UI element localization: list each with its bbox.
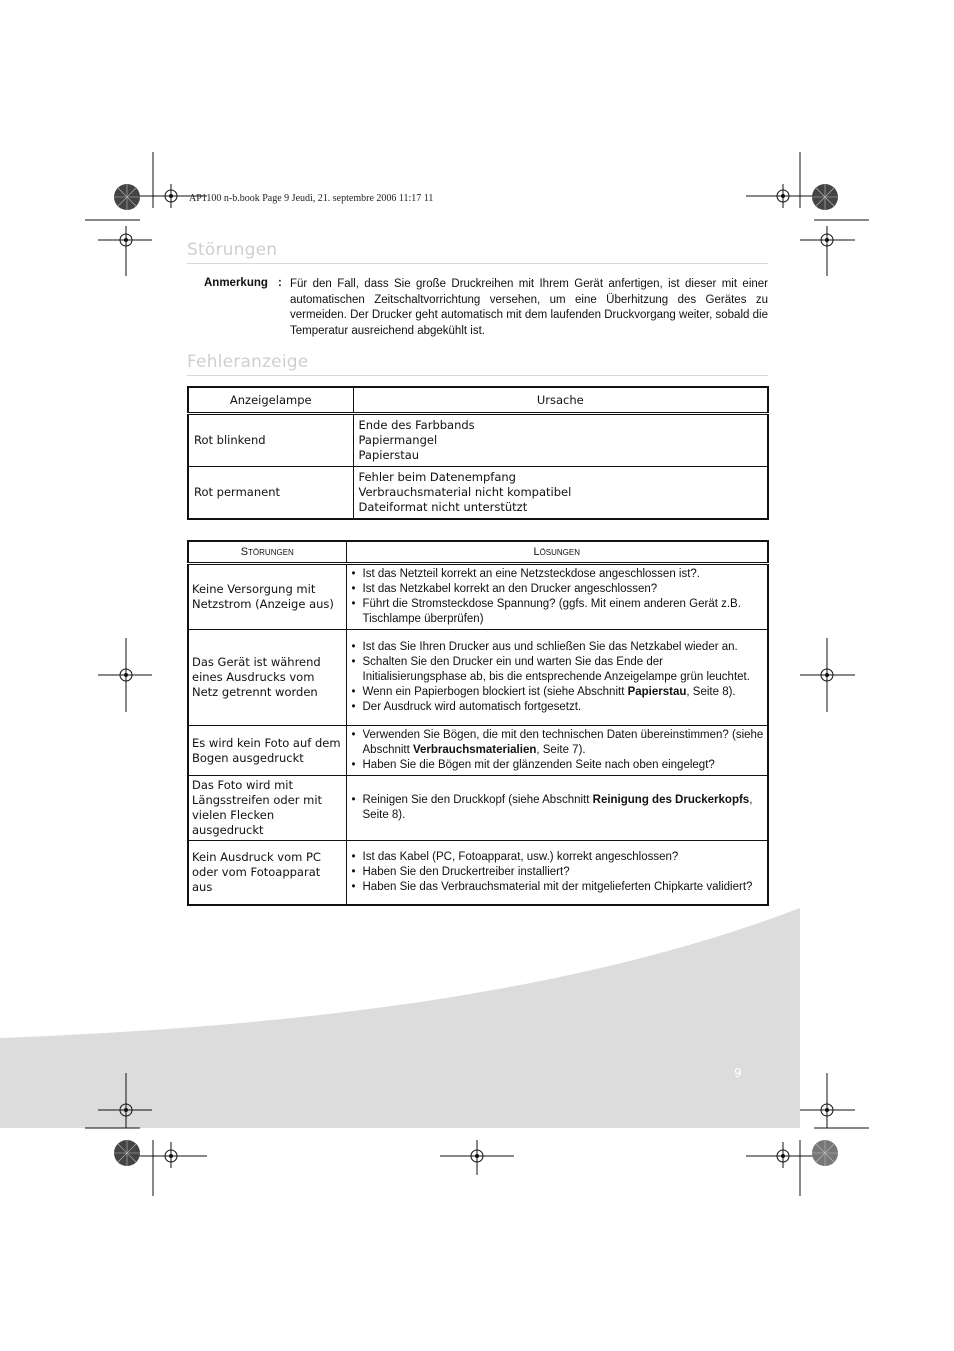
cause-item: Dateiformat nicht unterstützt <box>358 500 528 514</box>
solution-cell <box>346 564 768 630</box>
solution-item: • Schalten Sie den Drucker ein und warten Sie das Ende der Initialisierungsphase ab, bis die entsprechende Anzeigelampe grün leuchtet. <box>350 655 765 685</box>
solution-item: • Ist das Netzteil korrekt an eine Netzsteckdose angeschlossen ist?. <box>350 567 765 582</box>
cause-list <box>353 414 768 467</box>
solution-text: Wenn ein Papierbogen blockiert ist (siehe Abschnitt <box>362 686 628 698</box>
table-row <box>188 841 768 905</box>
solution-text: Verwenden Sie Bögen, die mit den technischen Daten übereinstimmen? (siehe Abschnitt <box>362 729 764 756</box>
solution-item: • Ist das Kabel (PC, Fotoapparat, usw.) korrekt angeschlossen? <box>350 850 765 865</box>
solution-item <box>350 793 765 823</box>
header-loesungen: Lösungen <box>346 541 768 564</box>
note-label: Anmerkung <box>204 277 268 289</box>
solution-cell <box>346 776 768 841</box>
header-stoerungen: Störungen <box>188 541 346 564</box>
table-row <box>188 467 768 520</box>
section-title-stoerungen: Störungen <box>187 240 278 260</box>
header-ursache: Ursache <box>353 387 768 414</box>
table-row <box>188 776 768 841</box>
solution-item: • Ist das Sie Ihren Drucker aus und schließen Sie das Netzkabel wieder an. <box>350 640 765 655</box>
table-row <box>188 414 768 467</box>
solution-item: • Ist das Netzkabel korrekt an den Drucker angeschlossen? <box>350 582 765 597</box>
solution-item: • Haben Sie das Verbrauchsmaterial mit der mitgelieferten Chipkarte validiert? <box>350 880 765 895</box>
cause-list <box>353 467 768 520</box>
book-header-line: AP1100 n-b.book Page 9 Jeudi, 21. septembre 2006 11:17 11 <box>189 193 434 204</box>
section-reference: Verbrauchsmaterialien <box>413 744 537 756</box>
solution-item: • Führt die Stromsteckdose Spannung? (ggfs. Mit einem anderen Gerät z.B. Tischlampe überprüfen) <box>350 597 765 627</box>
cause-item: Papiermangel <box>358 433 438 447</box>
lamp-state: Rot permanent <box>188 467 353 520</box>
section-reference: Reinigung des Druckerkopfs <box>592 794 750 806</box>
problem-cell: Es wird kein Foto auf dem Bogen ausgedruckt <box>188 726 346 776</box>
table-row <box>188 630 768 726</box>
cause-item: Ende des Farbbands <box>358 418 475 432</box>
solution-item: • Haben Sie den Druckertreiber installiert? <box>350 865 765 880</box>
section-title-fehleranzeige: Fehleranzeige <box>187 352 309 372</box>
table-row <box>188 564 768 630</box>
section-reference: Papierstau <box>627 686 687 698</box>
section-rule <box>187 263 768 264</box>
solution-item <box>350 728 765 758</box>
page-number: 9 <box>734 1066 742 1080</box>
cause-item: Papierstau <box>358 448 420 462</box>
section-rule <box>187 375 768 376</box>
problem-cell: Kein Ausdruck vom PC oder vom Fotoapparat aus <box>188 841 346 905</box>
problem-cell: Keine Versorgung mit Netzstrom (Anzeige aus) <box>188 564 346 630</box>
solution-cell <box>346 841 768 905</box>
note-text: Für den Fall, dass Sie große Druckreihen mit Ihrem Gerät anfertigen, ist dieser mit einer automatischen Zeitschaltvorrichtung versehen, um eine Überhitzung des Gerätes zu vermeiden. Der Drucker geht automatisch mit dem laufenden Druckvorgang weiter, sobald die Temperatur ausreichend abgekühlt ist. <box>290 278 768 337</box>
solution-cell <box>346 726 768 776</box>
cause-item: Fehler beim Datenempfang <box>358 470 516 484</box>
solution-text: , Seite 8). <box>362 794 753 821</box>
solution-item <box>350 685 765 700</box>
problem-cell: Das Gerät ist während eines Ausdrucks vom Netz getrennt worden <box>188 630 346 726</box>
solution-cell <box>346 630 768 726</box>
header-anzeigelampe: Anzeigelampe <box>188 387 353 414</box>
error-indicator-table <box>187 386 769 520</box>
table-row <box>188 726 768 776</box>
note-colon: : <box>278 277 282 289</box>
lamp-state: Rot blinkend <box>188 414 353 467</box>
cause-item: Verbrauchsmaterial nicht kompatibel <box>358 485 572 499</box>
solution-text: Reinigen Sie den Druckkopf (siehe Abschnitt <box>362 794 593 806</box>
solution-item: • Haben Sie die Bögen mit der glänzenden Seite nach oben eingelegt? <box>350 758 765 773</box>
solution-text: , Seite 8). <box>686 686 736 698</box>
solution-text: , Seite 7). <box>536 744 586 756</box>
problem-cell: Das Foto wird mit Längsstreifen oder mit vielen Flecken ausgedruckt <box>188 776 346 841</box>
troubleshooting-table <box>187 540 769 906</box>
solution-item: • Der Ausdruck wird automatisch fortgesetzt. <box>350 700 765 715</box>
